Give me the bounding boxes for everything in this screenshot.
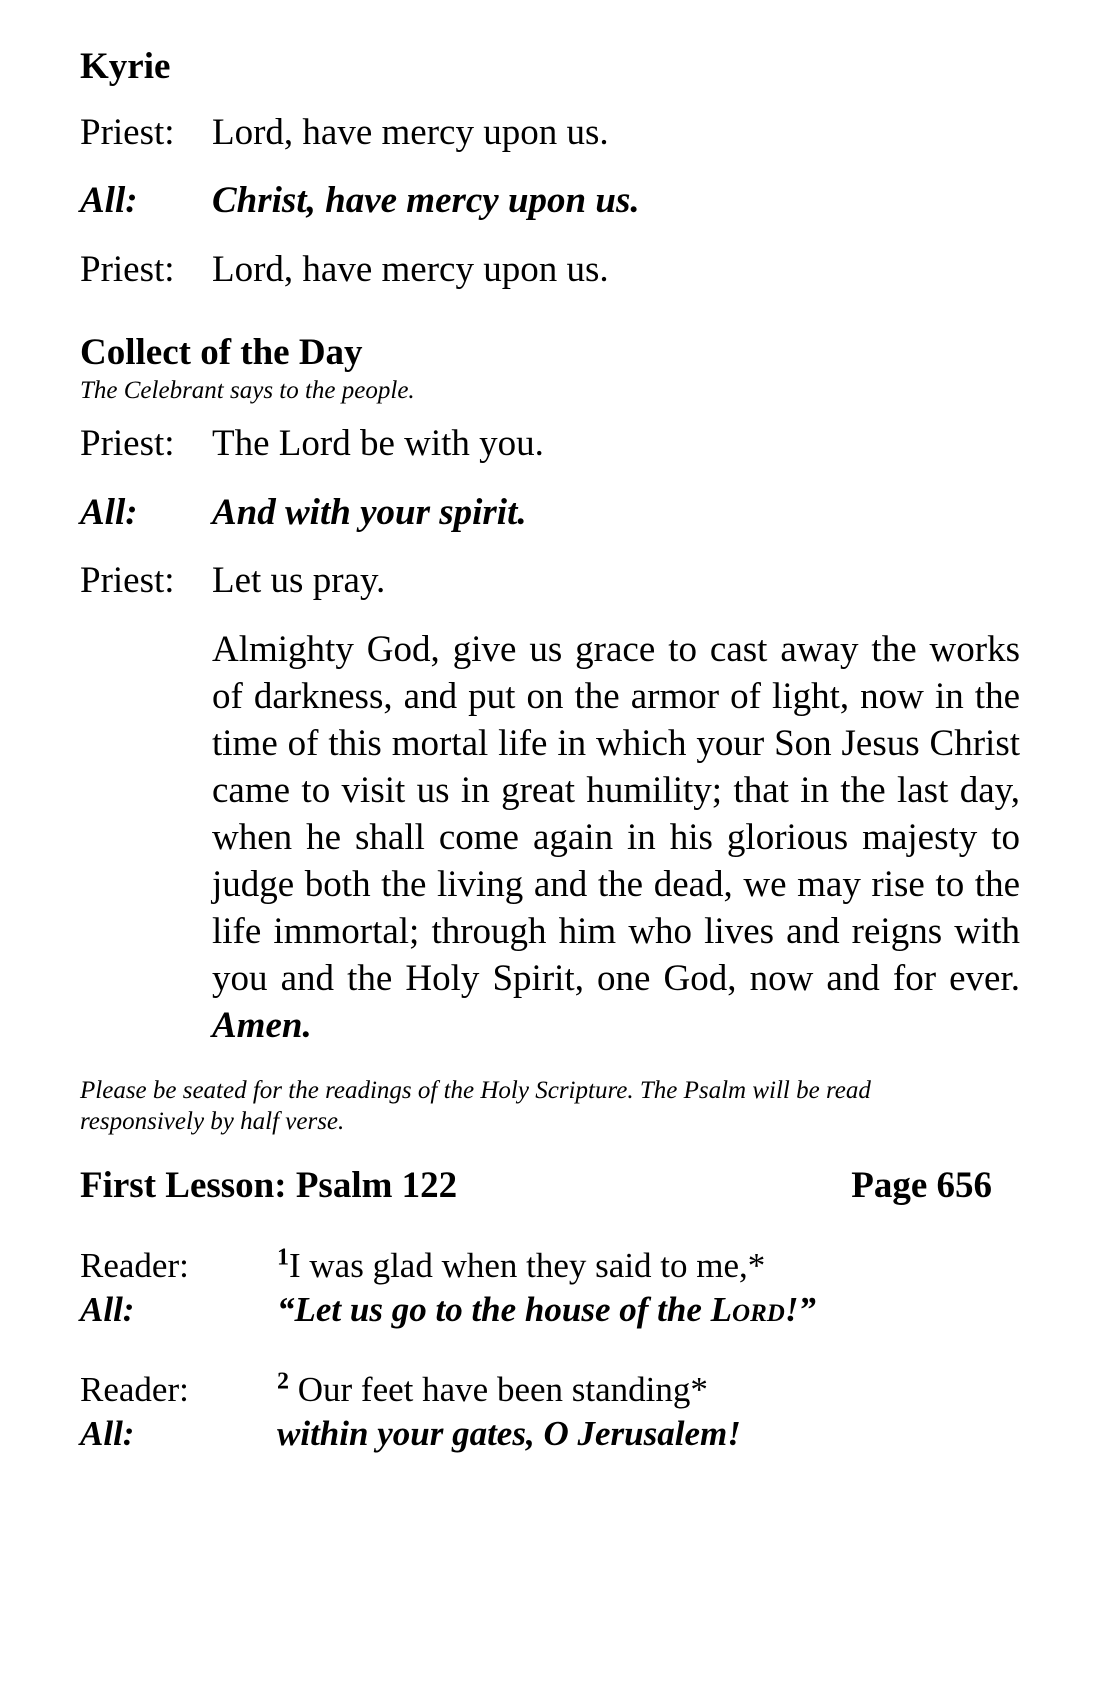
verse-number: 1 [277,1244,289,1271]
all-text-part: !” [784,1290,816,1330]
speaker-label: Priest: [80,560,175,602]
all-line [80,1288,1020,1332]
kyrie-heading: Kyrie [80,46,171,87]
response-text: And with your spirit. [212,491,527,533]
collect-heading: Collect of the Day [80,332,363,374]
collect-section [80,422,1020,1048]
prayer-text: Almighty God, give us grace to cast away the works of darkness, and put on the armor of light, now in the time of this mortal life in which your Son Jesus Christ came to visit us in great humility; that in the last day, when he shall come again in his glorious majesty to judge both the living and the dead, we may rise to the life immortal; through him who lives and reigns with you and the Holy Spirit, one God, now and for ever. [212,628,1020,999]
speaker-label: All: [80,491,138,533]
speaker-label: All: [80,180,138,222]
readings-rubric: Please be seated for the readings of the Holy Scripture. The Psalm will be read responsively by half verse. [80,1076,871,1135]
all-response-text [277,1288,1020,1332]
reader-line [80,1244,1020,1288]
response-text: The Lord be with you. [212,423,544,465]
response-text: Lord, have mercy upon us. [212,112,609,153]
lesson-title: First Lesson: Psalm 122 [80,1165,458,1207]
amen-response: Amen. [212,1004,312,1046]
reader-verse-text: Our feet have been standing* [289,1370,708,1410]
speaker-label: Priest: [80,248,175,290]
reader-verse-text: I was glad when they said to me,* [289,1246,766,1286]
speaker-label: Priest: [80,423,175,465]
reader-label: Reader: [80,1370,189,1410]
kyrie-line-3 [80,248,1020,292]
all-text-part: within your gates, O Jerusalem! [277,1414,741,1454]
response-text: Let us pray. [212,560,386,602]
kyrie-section [80,111,1020,292]
lesson-page-ref: Page 656 [851,1165,992,1207]
collect-line-2 [80,491,1020,535]
all-response-text [277,1412,1020,1456]
collect-line-1 [80,422,1020,466]
kyrie-line-1 [80,111,1020,155]
all-text-part: “Let us go to the house of the [277,1290,711,1330]
collect-rubric: The Celebrant says to the people. [80,377,415,405]
psalm-verse-1 [80,1244,1020,1332]
speaker-label: Priest: [80,112,175,153]
bulletin-page [80,40,1020,1456]
reader-line [80,1368,1020,1412]
verse-number: 2 [277,1368,289,1395]
reader-text [277,1244,1020,1288]
kyrie-line-2 [80,179,1020,223]
collect-prayer [212,626,1020,1049]
all-label: All: [80,1290,135,1330]
psalm-verse-2 [80,1368,1020,1456]
all-label: All: [80,1414,135,1454]
reader-text [277,1368,1020,1412]
response-text: Lord, have mercy upon us. [212,248,609,290]
divine-name: Lord [710,1290,785,1330]
response-text: Christ, have mercy upon us. [212,180,640,222]
reader-label: Reader: [80,1246,189,1286]
collect-line-3 [80,559,1020,603]
lesson-header [80,1165,992,1207]
all-line [80,1412,1020,1456]
